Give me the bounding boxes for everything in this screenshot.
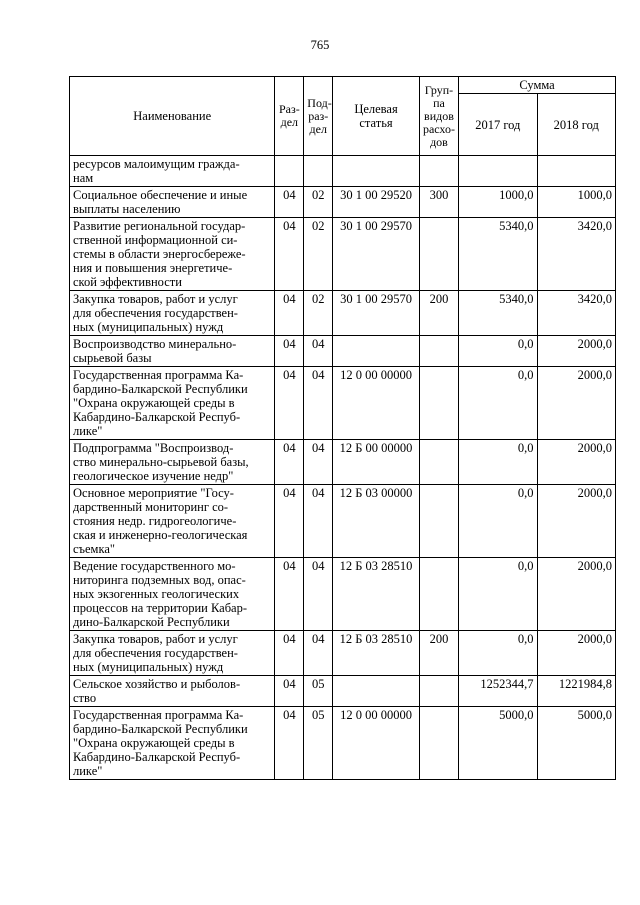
cell-group [419, 440, 458, 485]
cell-name: Социальное обеспечение и иные выплаты населению [70, 187, 275, 218]
header-group-label: Груп- па видов расхо- дов [422, 82, 455, 149]
table-body [70, 156, 616, 780]
header-sum-label: Сумма [519, 78, 555, 92]
table-row [70, 367, 616, 440]
cell-name: Воспроизводство минерально- сырьевой базы [70, 336, 275, 367]
cell-name: Закупка товаров, работ и услуг для обеспечения государствен- ных (муниципальных) нужд [70, 291, 275, 336]
budget-table [69, 76, 616, 780]
cell-razdel: 04 [275, 218, 304, 291]
cell-group [419, 336, 458, 367]
cell-podrazdel: 04 [304, 440, 333, 485]
cell-razdel: 04 [275, 336, 304, 367]
cell-podrazdel: 04 [304, 485, 333, 558]
cell-name: Подпрограмма "Воспроизвод- ство минерально-сырьевой базы, геологическое изучение недр" [70, 440, 275, 485]
cell-target [333, 156, 420, 187]
header-target-label: Целевая статья [354, 102, 398, 130]
cell-podrazdel: 05 [304, 707, 333, 780]
cell-sum-2017: 0,0 [459, 485, 537, 558]
cell-target: 12 0 00 00000 [333, 707, 420, 780]
cell-sum-2017: 0,0 [459, 336, 537, 367]
header-name [70, 77, 275, 156]
table-row [70, 336, 616, 367]
cell-podrazdel: 04 [304, 336, 333, 367]
cell-podrazdel [304, 156, 333, 187]
header-podrazdel-label: Под- раз- дел [307, 95, 332, 136]
header-name-label: Наименование [133, 109, 212, 123]
cell-razdel: 04 [275, 485, 304, 558]
cell-podrazdel: 02 [304, 187, 333, 218]
cell-sum-2018: 1221984,8 [537, 676, 615, 707]
cell-name: Развитие региональной государ- ственной информационной си- стемы в области энергосбереже- ния и повышения энергетиче- ской эффективности [70, 218, 275, 291]
header-razdel [275, 77, 304, 156]
cell-podrazdel: 02 [304, 218, 333, 291]
cell-sum-2018: 2000,0 [537, 558, 615, 631]
header-sum [459, 77, 616, 94]
cell-group: 200 [419, 631, 458, 676]
table-row [70, 558, 616, 631]
cell-group [419, 156, 458, 187]
cell-sum-2018: 2000,0 [537, 336, 615, 367]
cell-group: 200 [419, 291, 458, 336]
cell-razdel: 04 [275, 291, 304, 336]
cell-sum-2018 [537, 156, 615, 187]
cell-target: 30 1 00 29570 [333, 218, 420, 291]
cell-razdel [275, 156, 304, 187]
cell-razdel: 04 [275, 440, 304, 485]
cell-name: Государственная программа Ка- бардино-Балкарской Республики "Охрана окружающей среды в Кабардино-Балкарской Респуб- лике" [70, 707, 275, 780]
cell-name: Государственная программа Ка- бардино-Балкарской Республики "Охрана окружающей среды в Кабардино-Балкарской Респуб- лике" [70, 367, 275, 440]
cell-sum-2018: 2000,0 [537, 631, 615, 676]
cell-podrazdel: 04 [304, 367, 333, 440]
cell-target: 12 Б 03 28510 [333, 558, 420, 631]
cell-target: 12 0 00 00000 [333, 367, 420, 440]
cell-sum-2017: 0,0 [459, 440, 537, 485]
cell-sum-2017 [459, 156, 537, 187]
cell-sum-2017: 1252344,7 [459, 676, 537, 707]
cell-target: 12 Б 03 00000 [333, 485, 420, 558]
cell-sum-2017: 5000,0 [459, 707, 537, 780]
cell-name: Сельское хозяйство и рыболов- ство [70, 676, 275, 707]
table-row [70, 187, 616, 218]
cell-podrazdel: 02 [304, 291, 333, 336]
cell-sum-2017: 0,0 [459, 631, 537, 676]
cell-razdel: 04 [275, 707, 304, 780]
cell-name: ресурсов малоимущим гражда- нам [70, 156, 275, 187]
cell-group [419, 485, 458, 558]
cell-sum-2017: 1000,0 [459, 187, 537, 218]
cell-sum-2018: 2000,0 [537, 440, 615, 485]
header-year-2017 [459, 94, 537, 156]
cell-razdel: 04 [275, 187, 304, 218]
cell-target: 30 1 00 29570 [333, 291, 420, 336]
cell-group [419, 367, 458, 440]
cell-podrazdel: 04 [304, 631, 333, 676]
table-row [70, 707, 616, 780]
header-year-2017-label: 2017 год [475, 117, 521, 132]
cell-sum-2018: 2000,0 [537, 367, 615, 440]
cell-sum-2018: 3420,0 [537, 291, 615, 336]
page-number: 765 [310, 38, 330, 52]
cell-group [419, 218, 458, 291]
header-year-2018-label: 2018 год [553, 117, 599, 132]
header-podrazdel [304, 77, 333, 156]
cell-name: Закупка товаров, работ и услуг для обеспечения государствен- ных (муниципальных) нужд [70, 631, 275, 676]
table-row [70, 676, 616, 707]
cell-sum-2017: 5340,0 [459, 291, 537, 336]
table-row [70, 485, 616, 558]
cell-sum-2018: 5000,0 [537, 707, 615, 780]
header-year-2018 [537, 94, 615, 156]
cell-sum-2017: 5340,0 [459, 218, 537, 291]
table-row [70, 156, 616, 187]
table-row [70, 440, 616, 485]
cell-razdel: 04 [275, 631, 304, 676]
cell-razdel: 04 [275, 558, 304, 631]
cell-target [333, 336, 420, 367]
cell-name: Ведение государственного мо- ниторинга подземных вод, опас- ных экзогенных геологических процессов на территории Кабар- дино-Балкарской Республики [70, 558, 275, 631]
cell-target: 12 Б 00 00000 [333, 440, 420, 485]
cell-name: Основное мероприятие "Госу- дарственный мониторинг со- стояния недр. гидрогеологиче- ская и инженерно-геологическая съемка" [70, 485, 275, 558]
cell-podrazdel: 05 [304, 676, 333, 707]
cell-razdel: 04 [275, 367, 304, 440]
table-row [70, 218, 616, 291]
table-row [70, 291, 616, 336]
cell-target: 30 1 00 29520 [333, 187, 420, 218]
cell-sum-2018: 2000,0 [537, 485, 615, 558]
cell-group [419, 676, 458, 707]
header-target [333, 77, 420, 156]
cell-razdel: 04 [275, 676, 304, 707]
cell-target: 12 Б 03 28510 [333, 631, 420, 676]
cell-sum-2018: 3420,0 [537, 218, 615, 291]
header-group [419, 77, 458, 156]
header-razdel-label: Раз- дел [278, 102, 300, 129]
cell-target [333, 676, 420, 707]
cell-sum-2017: 0,0 [459, 367, 537, 440]
cell-sum-2018: 1000,0 [537, 187, 615, 218]
cell-group [419, 558, 458, 631]
table-row [70, 631, 616, 676]
cell-group [419, 707, 458, 780]
cell-podrazdel: 04 [304, 558, 333, 631]
cell-sum-2017: 0,0 [459, 558, 537, 631]
cell-group: 300 [419, 187, 458, 218]
